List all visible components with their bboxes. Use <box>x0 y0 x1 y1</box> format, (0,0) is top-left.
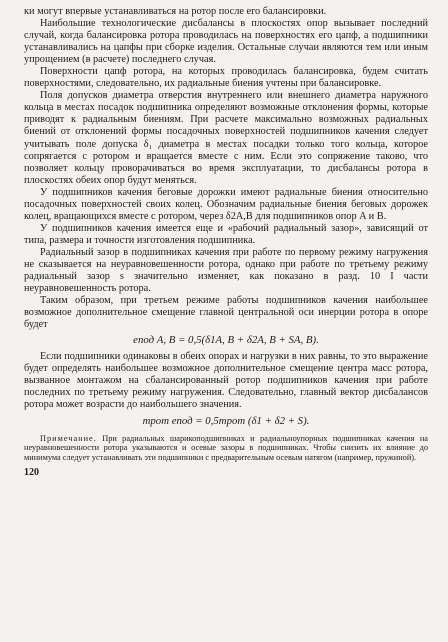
paragraph-9: Если подшипники одинаковы в обеих опорах и нагрузки в них равны, то это выражение будет определять наибольшее возможное дополнительное смещение центра масс ротора, вызванное монтажом на сбалансированный ротор подшипников качения при работе последних по третьему режиму нагружения. Следовательно, главный вектор дисбалансов ротора может возрасти до наибольшего значения. <box>24 351 428 411</box>
paragraph-8: Таким образом, при третьем режиме работы подшипников качения наибольшее возможное дополнительное смещение главной центральной оси инерции ротора в опоре будет <box>24 295 428 331</box>
footnote-text: При радиальных шарикоподшипниках и радиальноупорных подшипниках качения на неуравновешенности ротора указываются и осевые зазоры в подшипниках. Чтобы снизить их влияние до минимума следует устанавливать эти подшипники с предварительным осевым натягом (например, пружиной). <box>24 433 428 463</box>
footnote <box>24 434 428 464</box>
formula-main-vector: mрот eпод = 0,5mрот (δ1 + δ2 + S). <box>142 414 310 427</box>
footnote-lead: Примечание. <box>40 433 97 443</box>
paragraph-3: Поверхности цапф ротора, на которых проводилась балансировка, будем считать поверхностями, следовательно, их радиальные биения учтены при балансировке. <box>24 66 428 90</box>
paragraph-6: У подшипников качения имеется еще и «рабочий радиальный зазор», зависящий от типа, размера и точности изготовления подшипника. <box>24 222 428 246</box>
paragraph-7: Радиальный зазор в подшипниках качения при работе по первому режиму нагружения не сказывается на неуравновешенности ротора, однако при работе по третьему режиму радиальный зазор s значительно изменяет, как показано в разд. 10 I части неуравновешенность ротора. <box>24 246 428 295</box>
paragraph-4: Поля допусков диаметра отверстия внутреннего или внешнего диаметра наружного кольца в местах посадок подшипника определяют возможные отклонения формы, которые приводят к радиальным биениям. При расчете максимально возможных радиальных биений от отклонений формы посадочных поверхностей подшипников качения следует учитывать поле допуска δ₁ диаметра в местах посадки только того кольца, которое сопрягается с ротором и вращается вместе с ним. Если это сопряжение таково, что позволяет кольцу проворачиваться во время эксплуатации, то дисбалансы ротора в плоскостях обеих опор будут меняться. <box>24 90 428 186</box>
paragraph-1: ки могут впервые устанавливаться на ротор после его балансировки. <box>24 6 327 17</box>
page-number: 120 <box>24 467 39 479</box>
paragraph-5: У подшипников качения беговые дорожки имеют радиальные биения относительно посадочных поверхностей своих колец. Обозначим радиальные биения беговых дорожек колец, вращающихся вместе с ротором, через δ2A,B для подшипников опор A и B. <box>24 186 428 222</box>
paragraph-2: Наибольшие технологические дисбалансы в плоскостях опор вызывает последний случай, когда балансировка ротора проводилась на поверхностях его цапф, а подшипники устанавливались на цапфы при сборке изделия. Остальные случаи являются тем или иным упрощением (в расчете) последнего случая. <box>24 18 428 66</box>
formula-eccentricity: eпод A, B = 0,5(δ1A, B + δ2A, B + SA, B). <box>133 334 319 347</box>
